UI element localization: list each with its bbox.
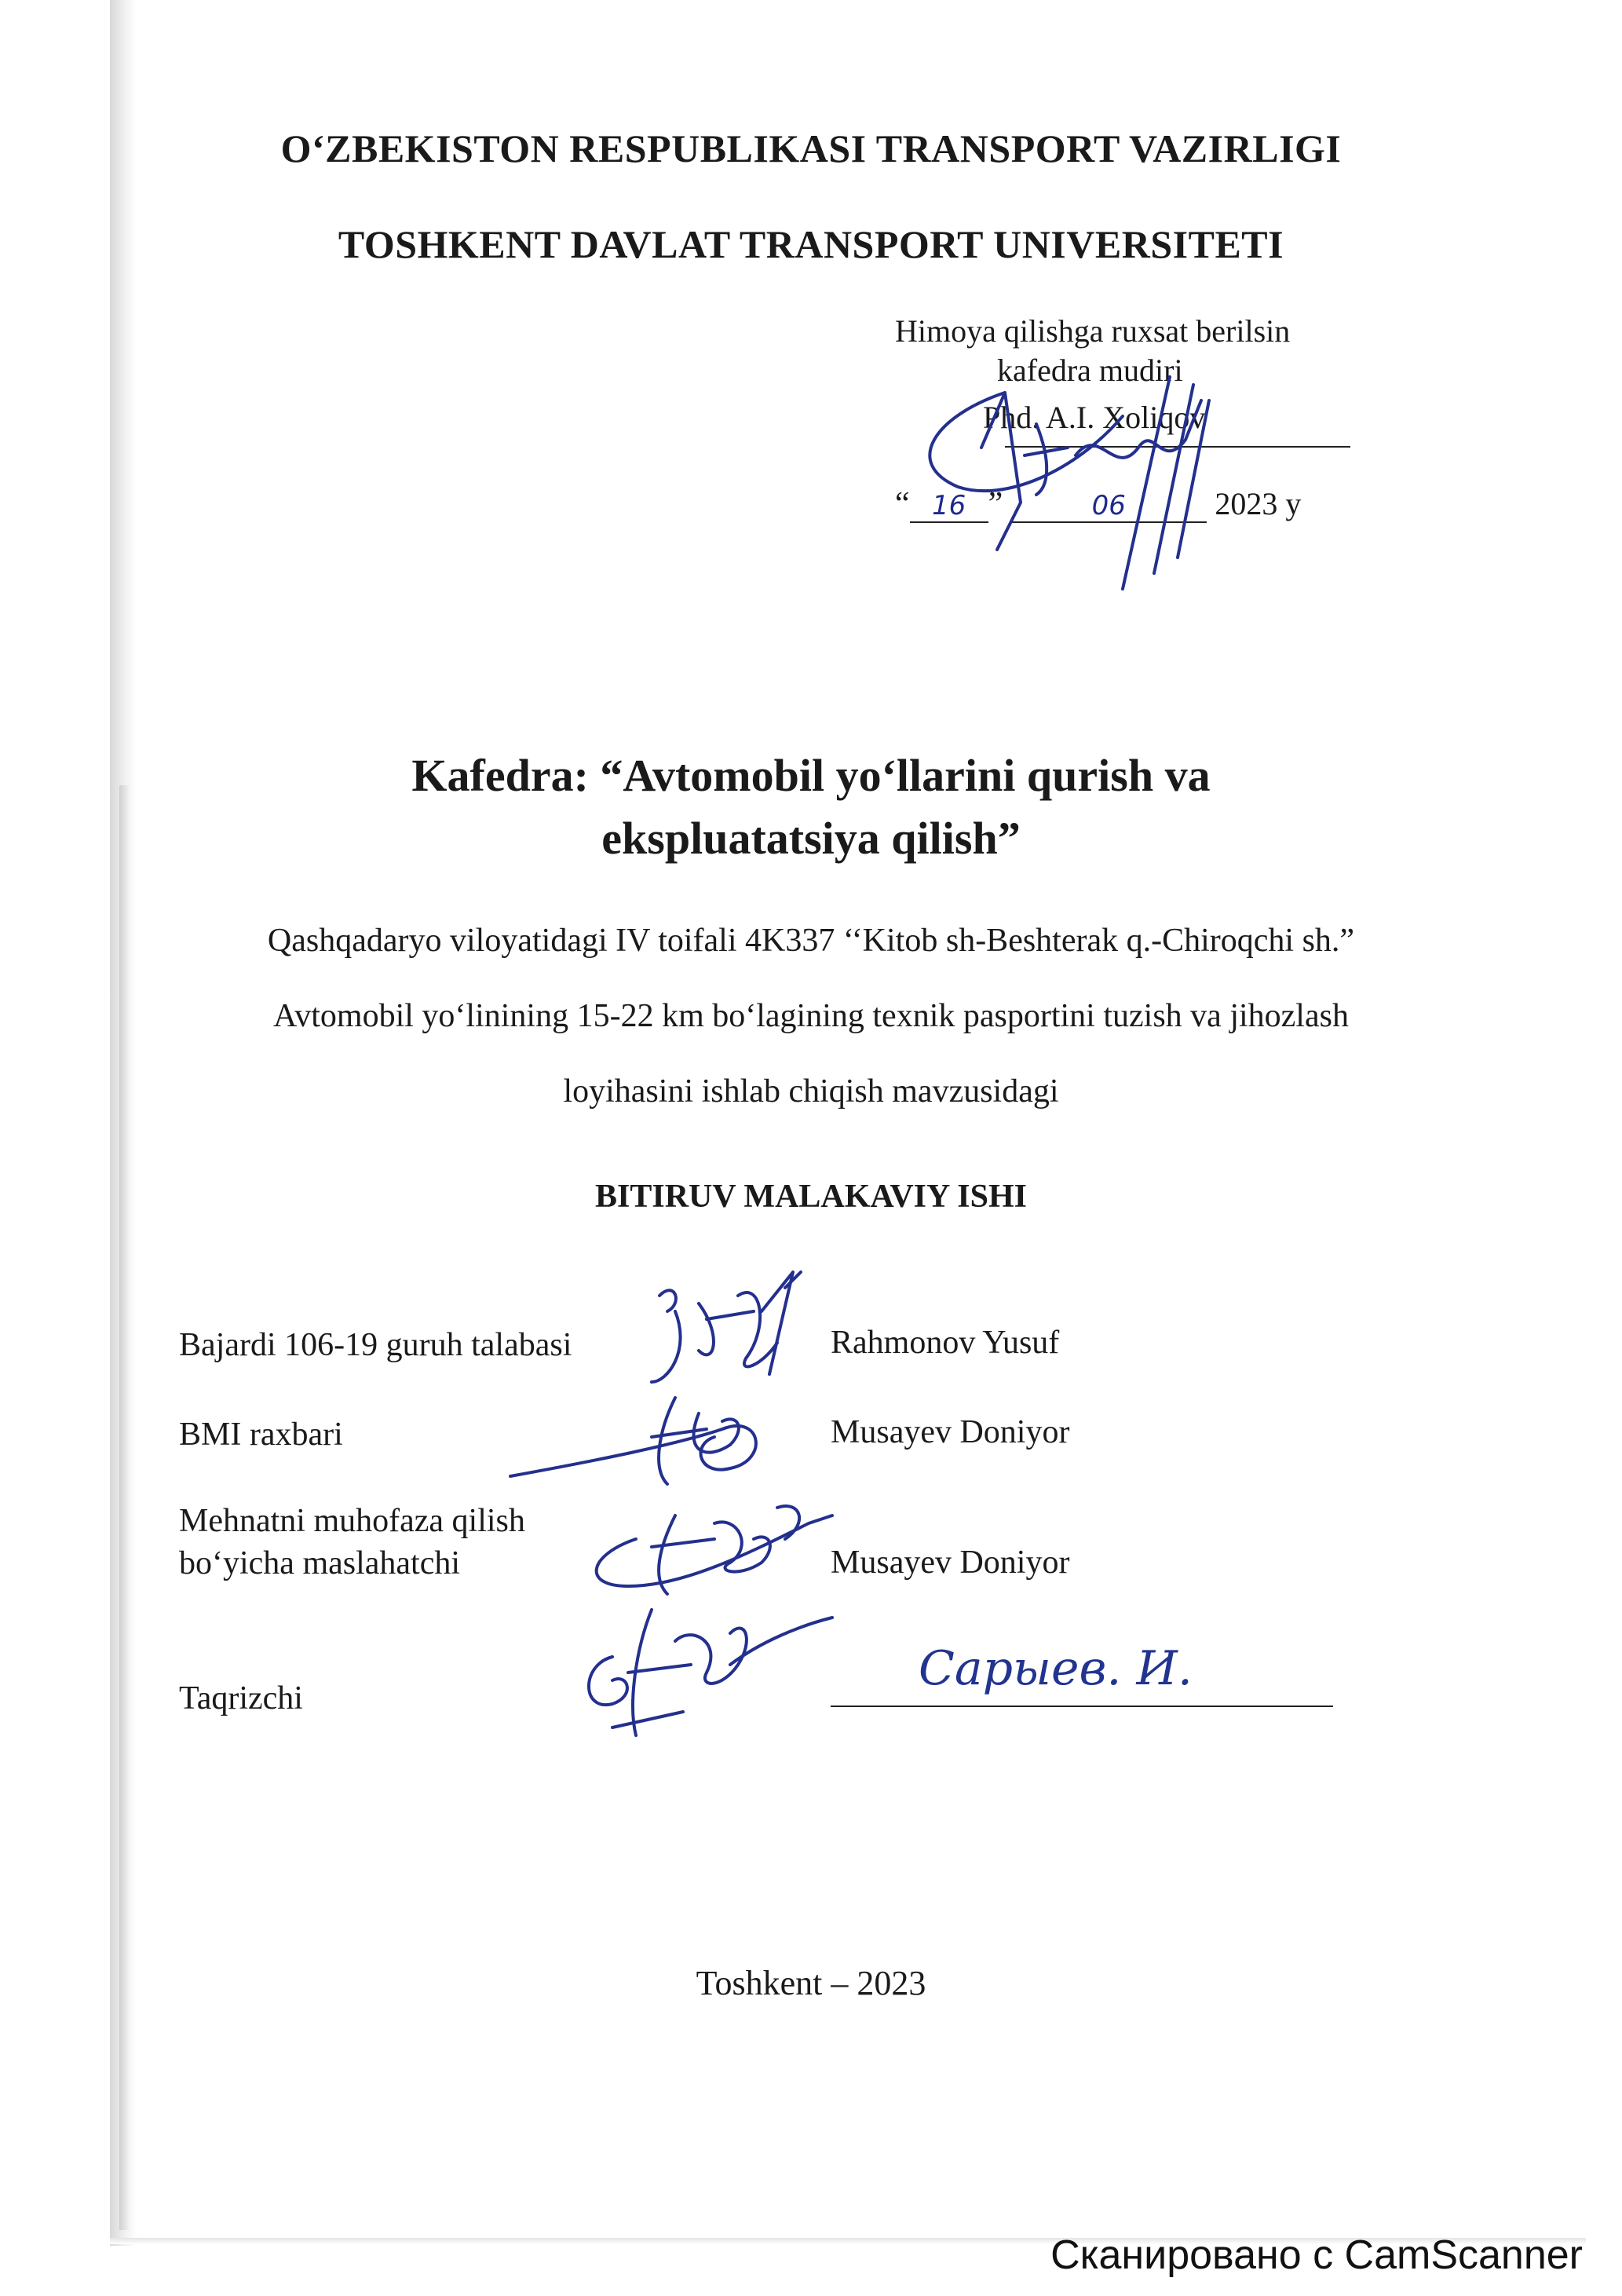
student-signature bbox=[636, 1264, 809, 1398]
university-title: TOSHKENT DAVLAT TRANSPORT UNIVERSITETI bbox=[338, 222, 1284, 266]
date-quote-open: “ bbox=[895, 486, 910, 522]
city-year: Toshkent – 2023 bbox=[696, 1964, 926, 2002]
approval-line-position: kafedra mudiri bbox=[997, 353, 1183, 388]
safety-consultant-label-line2: bo‘yicha maslahatchi bbox=[179, 1545, 461, 1581]
student-name: Rahmonov Yusuf bbox=[831, 1325, 1060, 1361]
reviewer-signature bbox=[565, 1594, 832, 1751]
reviewer-label: Taqrizchi bbox=[179, 1680, 303, 1717]
student-label: Bajardi 106-19 guruh talabasi bbox=[179, 1327, 572, 1363]
approval-line-permission: Himoya qilishga ruxsat berilsin bbox=[895, 313, 1291, 349]
thesis-topic bbox=[0, 903, 1622, 1129]
reviewer-name-handwritten: Сарыев. И. bbox=[919, 1641, 1193, 1696]
supervisor-name: Musayev Doniyor bbox=[831, 1414, 1070, 1450]
ministry-title: O‘ZBEKISTON RESPUBLIKASI TRANSPORT VAZIRLIGI bbox=[280, 126, 1342, 170]
supervisor-label: BMI raxbari bbox=[179, 1417, 343, 1453]
thesis-topic-line1: Qashqadaryo viloyatidagi IV toifali 4K337 ‘‘Kitob sh-Beshterak q.-Chiroqchi sh.” bbox=[267, 923, 1355, 959]
date-year-suffix: y bbox=[1285, 486, 1302, 521]
date-year: 2023 bbox=[1215, 486, 1278, 521]
thesis-topic-line3: loyihasini ishlab chiqish mavzusidagi bbox=[563, 1073, 1059, 1110]
reviewer-signature-line bbox=[831, 1706, 1333, 1707]
scanner-watermark: Сканировано с CamScanner bbox=[1050, 2232, 1583, 2278]
approval-line-head-name: Phd. A.I. Xoliqov bbox=[983, 400, 1206, 435]
head-signature bbox=[887, 369, 1248, 605]
date-month: 06 bbox=[1091, 490, 1126, 521]
safety-consultant-signature bbox=[542, 1492, 840, 1610]
date-day: 16 bbox=[932, 490, 966, 521]
safety-consultant-name: Musayev Doniyor bbox=[831, 1545, 1070, 1581]
thesis-topic-line2: Avtomobil yo‘linining 15-22 km bo‘lagining texnik pasportini tuzish va jihozlash bbox=[273, 998, 1349, 1034]
department-title-line2: ekspluatatsiya qilish” bbox=[601, 813, 1021, 864]
safety-consultant-label bbox=[179, 1500, 525, 1585]
date-quote-close: ” bbox=[988, 486, 1003, 522]
work-type-title: BITIRUV MALAKAVIY ISHI bbox=[594, 1179, 1028, 1215]
safety-consultant-label-line1: Mehnatni muhofaza qilish bbox=[179, 1503, 525, 1539]
department-title bbox=[0, 744, 1622, 870]
supervisor-signature bbox=[502, 1382, 785, 1500]
department-title-line1: Kafedra: “Avtomobil yo‘llarini qurish va bbox=[411, 750, 1211, 801]
